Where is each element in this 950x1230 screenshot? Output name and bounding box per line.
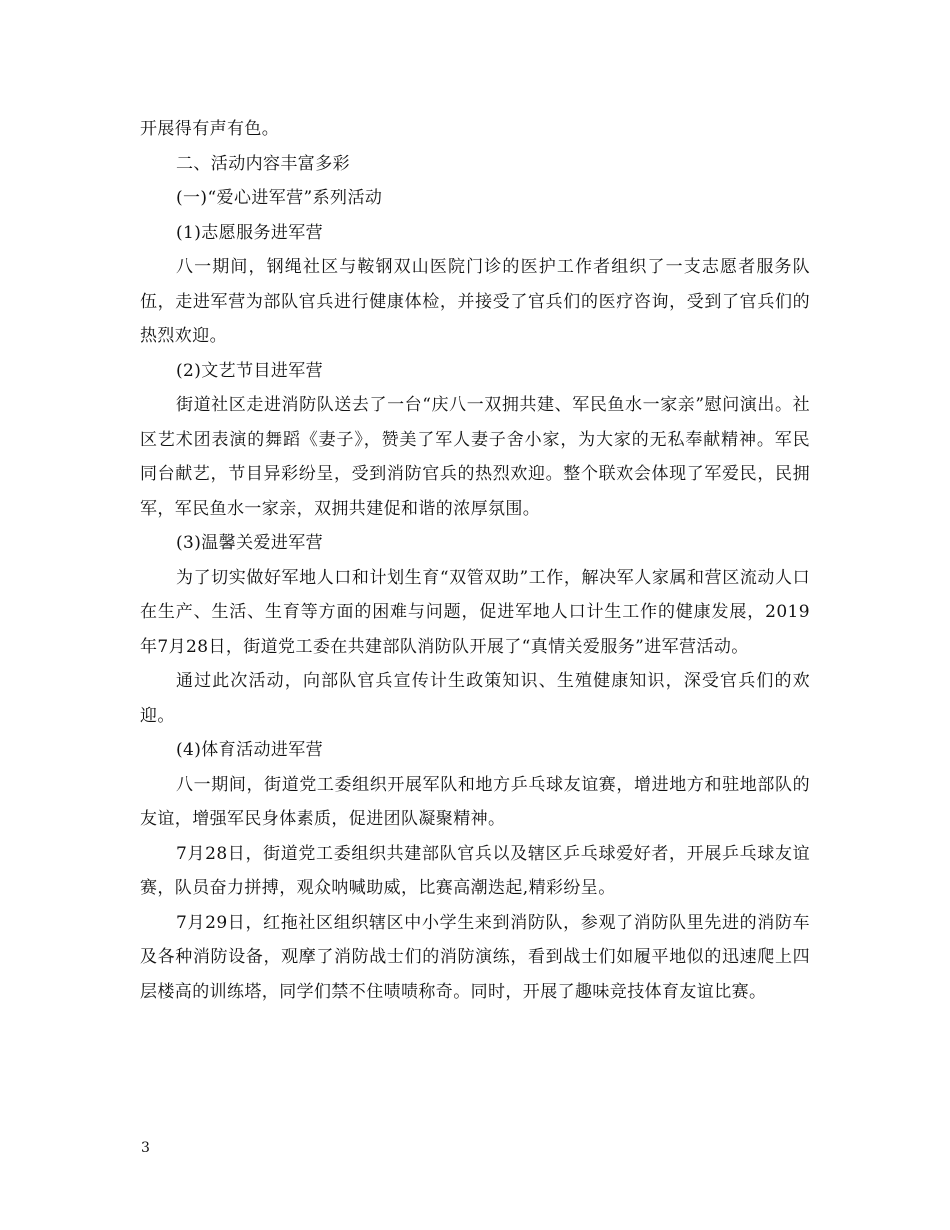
item-heading: (2)文艺节目进军营 — [176, 360, 324, 381]
item-heading: (3)温馨关爱进军营 — [176, 533, 324, 553]
paragraph: 7月28日，街道党工委组织共建部队官兵以及辖区乒乓球爱好者，开展乒乓球友谊赛，队员奋力拼搏，观众呐喊助威，比赛高潮迭起,精彩纷呈。 — [140, 843, 810, 898]
paragraph: 街道社区走进消防队送去了一台“庆八一双拥共建、军民鱼水一家亲”慰问演出。社区艺术团表演的舞蹈《妻子》，赞美了军人妻子舍小家，为大家的无私奉献精神。军民同台献艺，节目异彩纷呈，受到消防官兵的热烈欢迎。整个联欢会体现了军爱民，民拥军，军民鱼水一家亲，双拥共建促和谐的浓厚氛围。 — [140, 395, 810, 519]
paragraph: 为了切实做好军地人口和计划生育“双管双助”工作，解决军人家属和营区流动人口在生产、生活、生育等方面的困难与问题，促进军地人口计生工作的健康发展，2019年7月28日，街道党工委在共建部队消防队开展了“真情关爱服务”进军营活动。 — [140, 567, 810, 657]
page-number: 3 — [141, 1140, 150, 1156]
paragraph: 开展得有声有色。 — [140, 119, 280, 139]
paragraph: 八一期间，街道党工委组织开展军队和地方乒乓球友谊赛，增进地方和驻地部队的友谊，增强军民身体素质，促进团队凝聚精神。 — [140, 774, 810, 829]
subsection-heading: (一)“爱心进军营”系列活动 — [176, 188, 383, 208]
section-heading: 二、活动内容丰富多彩 — [176, 153, 350, 174]
item-heading: (4)体育活动进军营 — [176, 740, 324, 760]
document-body — [140, 112, 810, 1009]
paragraph: 通过此次活动，向部队官兵宣传计生政策知识、生殖健康知识，深受官兵们的欢迎。 — [140, 671, 810, 726]
paragraph: 7月29日，红拖社区组织辖区中小学生来到消防队，参观了消防队里先进的消防车及各种消防设备，观摩了消防战士们的消防演练，看到战士们如履平地似的迅速爬上四层楼高的训练塔，同学们禁不住啧啧称奇。同时，开展了趣味竞技体育友谊比赛。 — [140, 912, 810, 1002]
item-heading: (1)志愿服务进军营 — [176, 222, 324, 243]
paragraph: 八一期间，钢绳社区与鞍钢双山医院门诊的医护工作者组织了一支志愿者服务队伍，走进军营为部队官兵进行健康体检，并接受了官兵们的医疗咨询，受到了官兵们的热烈欢迎。 — [140, 257, 810, 346]
